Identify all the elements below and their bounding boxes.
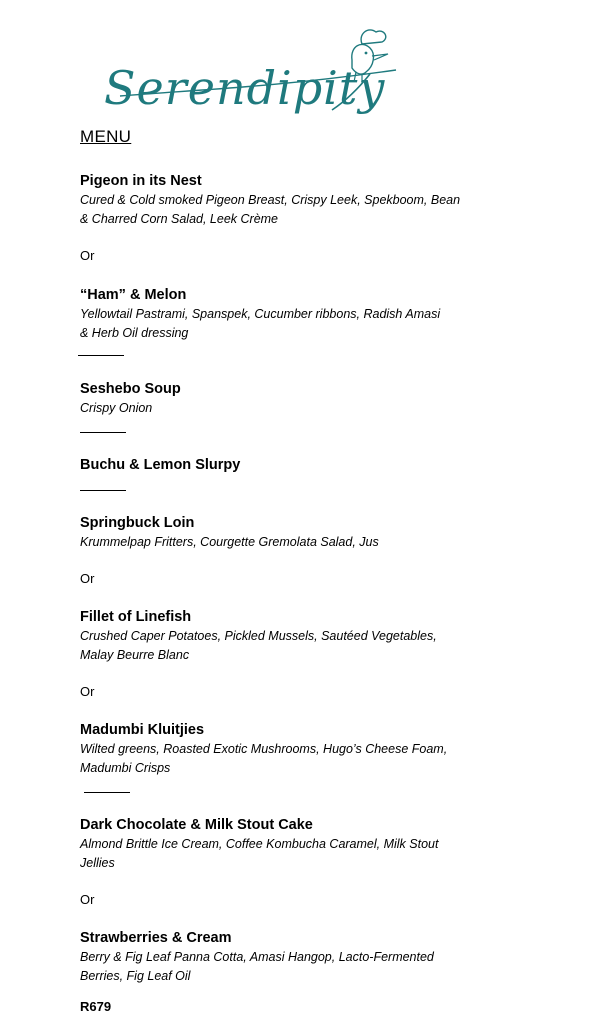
serendipity-logo [100, 18, 400, 136]
dish-desc-line: Wilted greens, Roasted Exotic Mushrooms, Hugo’s Cheese Foam, [80, 742, 448, 756]
dish-title: Springbuck Loin [80, 515, 195, 531]
dish-springbuck [80, 514, 560, 552]
dish-desc-line: & Herb Oil dressing [80, 325, 189, 340]
or-label: Or [80, 248, 95, 263]
dish-title: Buchu & Lemon Slurpy [80, 457, 241, 473]
or-label: Or [80, 892, 95, 907]
logo-graphic [100, 18, 400, 136]
dish-desc-line: & Charred Corn Salad, Leek Crème [80, 211, 279, 226]
dish-desc-line: Cured & Cold smoked Pigeon Breast, Crispy Leek, Spekboom, Bean [80, 193, 461, 207]
dish-desc-line: Krummelpap Fritters, Courgette Gremolata Salad, Jus [80, 535, 379, 549]
dish-title: Fillet of Linefish [80, 609, 192, 625]
dish-desc-line: Crispy Onion [80, 401, 153, 415]
dish-desc-line: Berry & Fig Leaf Panna Cotta, Amasi Hangop, Lacto-Fermented [80, 950, 434, 964]
dish-title: “Ham” & Melon [80, 287, 187, 303]
dish-linefish [80, 608, 560, 664]
menu-heading: MENU [80, 127, 132, 146]
dish-desc-line: Almond Brittle Ice Cream, Coffee Kombucha Caramel, Milk Stout [80, 837, 439, 851]
dish-title: Pigeon in its Nest [80, 173, 202, 189]
dish-soup [80, 380, 560, 418]
dish-desc-line: Jellies [80, 855, 115, 870]
dish-ham-melon [80, 286, 560, 342]
dish-chocolate-cake [80, 816, 560, 872]
dish-title: Strawberries & Cream [80, 930, 232, 946]
dish-title: Dark Chocolate & Milk Stout Cake [80, 817, 313, 833]
dish-desc-line: Malay Beurre Blanc [80, 647, 190, 662]
dish-desc-line: Crushed Caper Potatoes, Pickled Mussels, Sautéed Vegetables, [80, 629, 437, 643]
dish-desc-line: Yellowtail Pastrami, Spanspek, Cucumber ribbons, Radish Amasi [80, 307, 441, 321]
section-divider [78, 355, 124, 356]
dish-desc-line: Madumbi Crisps [80, 760, 171, 775]
menu-price: R679 [80, 999, 112, 1014]
dish-madumbi [80, 721, 560, 777]
section-divider [80, 490, 126, 491]
dish-title: Madumbi Kluitjies [80, 722, 205, 738]
dish-desc-line: Berries, Fig Leaf Oil [80, 968, 191, 983]
section-divider [80, 432, 126, 433]
dish-strawberries [80, 929, 560, 985]
or-label: Or [80, 571, 95, 586]
dish-slurpy [80, 456, 560, 475]
dish-pigeon [80, 172, 560, 228]
section-divider [84, 792, 130, 793]
dish-title: Seshebo Soup [80, 381, 181, 397]
or-label: Or [80, 684, 95, 699]
logo-text: Serendipity [104, 61, 386, 115]
